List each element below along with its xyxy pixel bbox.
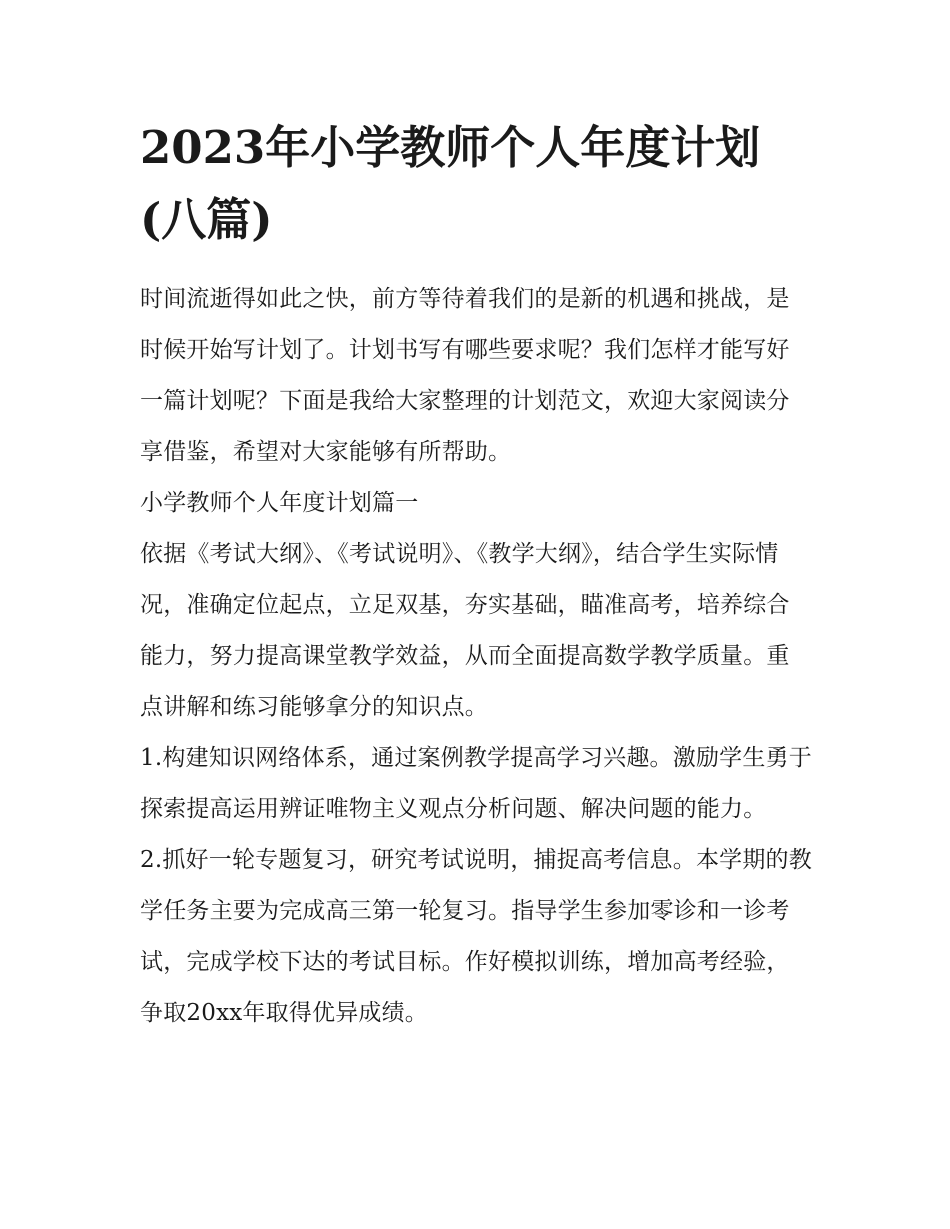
section-heading: 小学教师个人年度计划篇一 [140, 490, 419, 516]
intro-paragraph: 时间流逝得如此之快，前方等待着我们的是新的机遇和挑战，是时候开始写计划了。计划书写有哪些要求呢？我们怎样才能写好一篇计划呢？下面是我给大家整理的计划范文，欢迎大家阅读分享借鉴，希望对大家能够有所帮助。 [140, 286, 790, 465]
list-item-1: 1.构建知识网络体系，通过案例教学提高学习兴趣。激励学生勇于探索提高运用辨证唯物主义观点分析问题、解决问题的能力。 [140, 745, 812, 822]
list-item-2: 2.抓好一轮专题复习，研究考试说明，捕捉高考信息。本学期的教学任务主要为完成高三第一轮复习。指导学生参加零诊和一诊考试，完成学校下达的考试目标。作好模拟训练，增加高考经验，争取20xx年取得优异成绩。 [140, 847, 812, 1026]
document-title: 2023年小学教师个人年度计划(八篇) [140, 121, 761, 246]
body-paragraph: 依据《考试大纲》、《考试说明》、《教学大纲》，结合学生实际情况，准确定位起点，立足双基，夯实基础，瞄准高考，培养综合能力，努力提高课堂教学效益，从而全面提高数学教学质量。重点讲解和练习能够拿分的知识点。 [140, 541, 790, 720]
document-page [140, 112, 812, 1039]
